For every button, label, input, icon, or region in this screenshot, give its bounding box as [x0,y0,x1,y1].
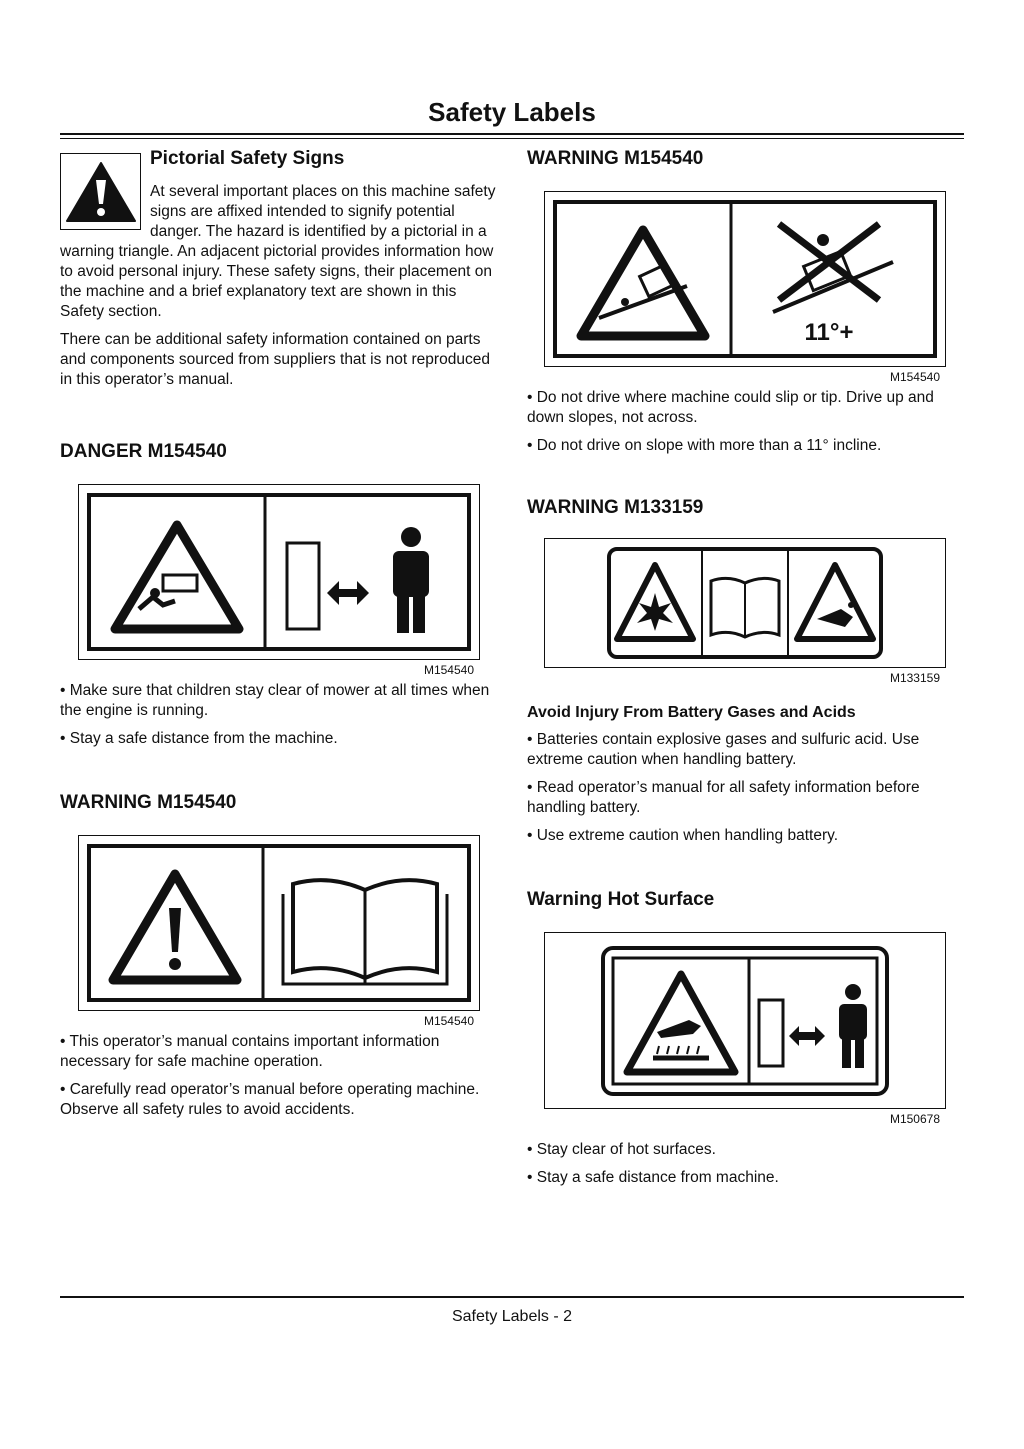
slope-label-image [544,191,946,367]
right-column [527,146,964,1188]
label-caption: M150678 [889,1112,940,1126]
left-column [60,146,496,1120]
open-book-icon [283,880,447,984]
label-caption: M133159 [889,671,940,685]
warning-slope-section [527,147,964,456]
page-footer: Safety Labels - 2 [451,1308,573,1325]
intro-section [60,147,496,397]
tip-over-triangle-icon [581,230,705,336]
bullet-item: • This operator’s manual contains important information necessary for safe machine operation. [60,1033,440,1070]
bullet-item: • Do not drive where machine could slip or tip. Drive up and down slopes, not across. [527,389,934,426]
hazard-triangle-icon [115,525,239,629]
bullet-item: • Stay a safe distance from machine. [527,1169,779,1186]
label-caption: M154540 [889,370,940,384]
warning-triangle-icon [60,153,141,230]
bullet-item: • Carefully read operator’s manual before operating machine. Observe all safety rules to avoid accidents. [60,1081,480,1118]
exclamation-triangle-icon [113,874,237,980]
section-heading: Warning Hot Surface [527,889,715,910]
section-heading: WARNING M154540 [527,148,704,169]
bullet-item: • Use extreme caution when handling battery. [527,827,839,844]
bullet-item: • Make sure that children stay clear of mower at all times when the engine is running. [60,682,490,719]
explosion-triangle-icon [617,565,693,639]
slope-degree-text: 11°+ [804,319,854,346]
person-distance-icon [759,984,867,1068]
person-distance-icon [287,527,429,633]
subheading: Avoid Injury From Battery Gases and Acids [527,704,856,721]
danger-children-section [60,440,496,749]
intro-paragraph-1: At several important places on this machine safety signs are affixed intended to signify potential danger. The hazard is identified by a pictorial in a warning triangle. An adjacent pictorial provides information how to avoid personal injury. These safety signs, their placement on the machine and a brief explanatory text are shown in this Safety section. [60,183,496,320]
open-book-icon [711,578,779,637]
warning-manual-section [60,791,496,1120]
bullet-item: • Do not drive on slope with more than a 11° incline. [527,437,882,454]
bullet-item: • Stay clear of hot surfaces. [527,1141,716,1158]
danger-label-image [78,484,480,660]
bullet-item: • Batteries contain explosive gases and sulfuric acid. Use extreme caution when handling battery. [527,731,920,768]
title-rule-thin [60,138,964,139]
label-caption: M154540 [423,663,474,677]
section-heading: WARNING M154540 [60,792,237,813]
intro-heading: Pictorial Safety Signs [150,148,345,169]
page-title: Safety Labels [428,97,596,127]
title-rule [60,133,964,135]
footer-rule [60,1296,964,1298]
section-heading: WARNING M133159 [527,497,704,518]
warning-hot-section [527,888,964,1188]
battery-label-image [544,538,946,668]
acid-burn-triangle-icon [797,565,873,639]
no-slope-icon [773,224,893,346]
intro-paragraph-2: There can be additional safety information contained on parts and components sourced from suppliers that is not reproduced in this operator’s manual. [60,331,490,388]
warning-battery-section [527,496,964,846]
section-heading: DANGER M154540 [60,441,227,462]
manual-label-image [78,835,480,1011]
hot-surface-label-image [544,932,946,1109]
bullet-item: • Read operator’s manual for all safety information before handling battery. [527,779,920,816]
bullet-item: • Stay a safe distance from the machine. [60,730,338,747]
hot-surface-triangle-icon [627,974,735,1072]
label-caption: M154540 [423,1014,474,1028]
